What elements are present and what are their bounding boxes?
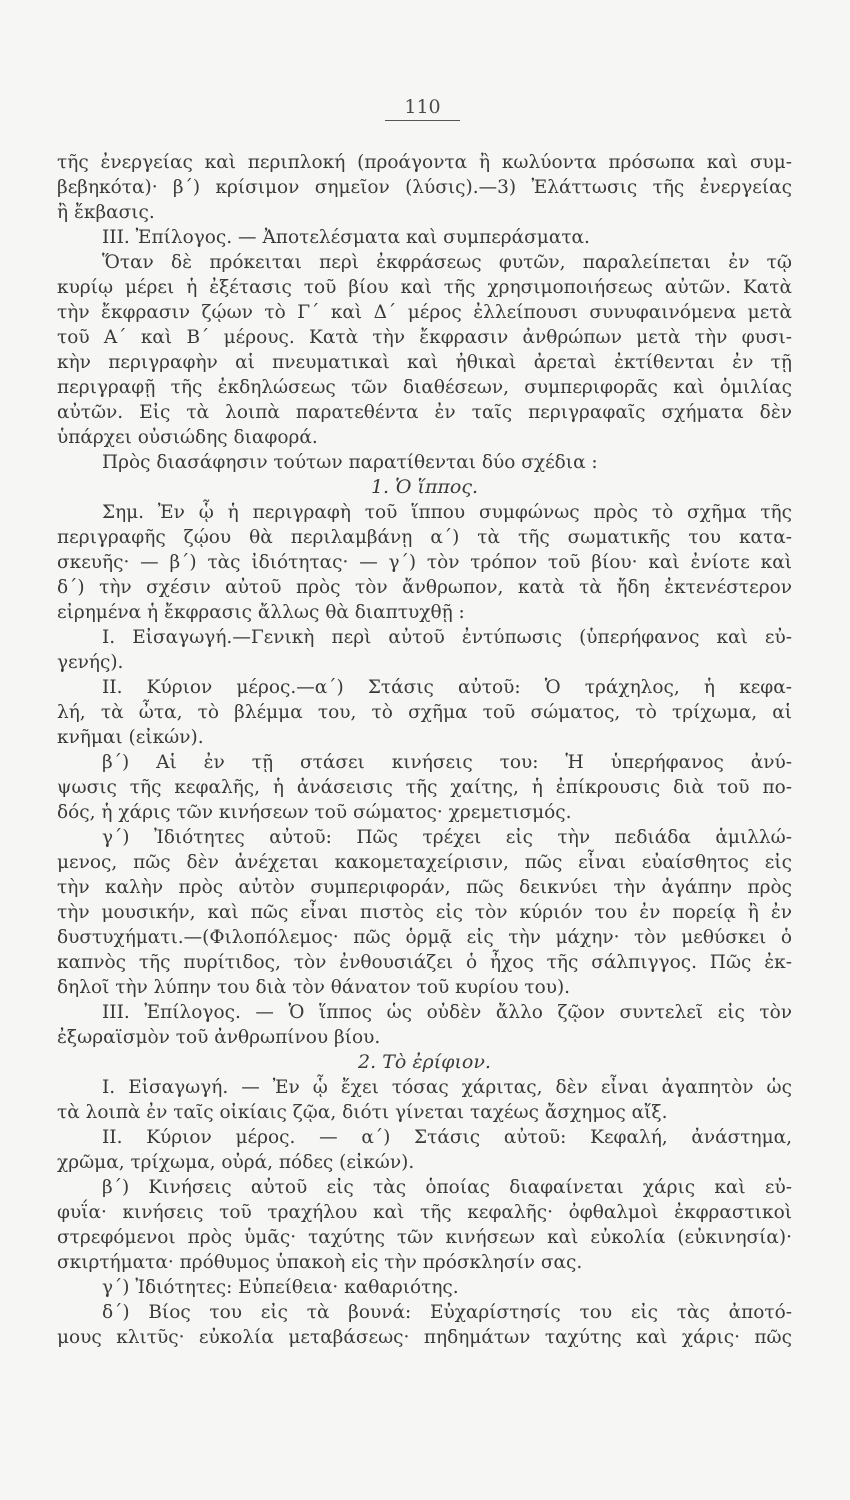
text-line: δηλοῖ τὴν λύπην του διὰ τὸν θάνατον τοῦ κυρίου του). (57, 977, 571, 998)
text-line: δός, ἡ χάρις τῶν κινήσεων τοῦ σώματος· χρεμετισμός. (57, 802, 572, 823)
text-line: γ΄) Ἰδιότητες αὐτοῦ: Πῶς τρέχει εἰς τὴν πεδιάδα ἁμιλλώ- (102, 827, 792, 848)
text-line: III. Ἐπίλογος. — Ἀποτελέσματα καὶ συμπεράσματα. (102, 227, 590, 248)
text-line: δ΄) Βίος του εἰς τὰ βουνά: Εὐχαρίστησίς του εἰς τὰς ἀποτό- (102, 1302, 792, 1323)
text-line: τῆς ἐνεργείας καὶ περιπλοκή (προάγοντα ἢ κωλύοντα πρόσωπα καὶ συμ- (57, 152, 792, 173)
text-line: φυΐα· κινήσεις τοῦ τραχήλου καὶ τῆς κεφαλῆς· ὀφθαλμοὶ ἐκφραστικοὶ (57, 1202, 792, 1223)
text-line: μενος, πῶς δὲν ἀνέχεται κακομεταχείρισιν, πῶς εἶναι εὐαίσθητος εἰς (57, 852, 792, 873)
text-line: Ὅταν δὲ πρόκειται περὶ ἐκφράσεως φυτῶν, παραλείπεται ἐν τῷ (102, 252, 792, 273)
text-line: περιγραφῆς ζῴου θὰ περιλαμβάνῃ α΄) τὰ τῆς σωματικῆς του κατα- (57, 527, 792, 548)
text-line: II. Κύριον μέρος. — α΄) Στάσις αὐτοῦ: Κεφαλή, ἀνάστημα, (102, 1127, 792, 1148)
text-line: ὑπάρχει οὐσιώδης διαφορά. (57, 427, 318, 448)
text-line: τὴν ἔκφρασιν ζῴων τὸ Γ΄ καὶ Δ΄ μέρος ἐλλείπουσι συνυφαινόμενα μετὰ (57, 302, 792, 323)
text-line: σκευῆς· — β΄) τὰς ἰδιότητας· — γ΄) τὸν τρόπον τοῦ βίου· καὶ ἐνίοτε καὶ (57, 552, 792, 573)
text-line: καπνὸς τῆς πυρίτιδος, τὸν ἐνθουσιάζει ὁ ἦχος τῆς σάλπιγγος. Πῶς ἐκ- (57, 952, 792, 973)
text-line: σκιρτήματα· πρόθυμος ὑπακοὴ εἰς τὴν πρόσκλησίν σας. (57, 1252, 583, 1273)
text-line: III. Ἐπίλογος. — Ὁ ἵππος ὡς οὐδὲν ἄλλο ζῷον συντελεῖ εἰς τὸν (102, 1002, 792, 1023)
text-line: δ΄) τὴν σχέσιν αὐτοῦ πρὸς τὸν ἄνθρωπον, κατὰ τὰ ἤδη ἐκτενέστερον (57, 577, 792, 598)
text-line: τὴν μουσικήν, καὶ πῶς εἶναι πιστὸς εἰς τὸν κύριόν του ἐν πορείᾳ ἢ ἐν (57, 902, 792, 923)
page-number: 110 (385, 96, 460, 121)
text-line: τὴν καλὴν πρὸς αὐτὸν συμπεριφοράν, πῶς δεικνύει τὴν ἀγάπην πρὸς (57, 877, 792, 898)
text-line: β΄) Κινήσεις αὐτοῦ εἰς τὰς ὁποίας διαφαίνεται χάρις καὶ εὐ- (102, 1177, 792, 1198)
text-line: λή, τὰ ὦτα, τὸ βλέμμα του, τὸ σχῆμα τοῦ σώματος, τὸ τρίχωμα, αἱ (57, 702, 792, 723)
text-line: ψωσις τῆς κεφαλῆς, ἡ ἀνάσεισις τῆς χαίτης, ἡ ἐπίκρουσις διὰ τοῦ πο- (57, 777, 792, 798)
body-text (57, 150, 792, 1350)
text-line: περιγραφῇ τῆς ἐκδηλώσεως τῶν διαθέσεων, συμπεριφορᾶς καὶ ὁμιλίας (57, 377, 792, 398)
text-line: χρῶμα, τρίχωμα, οὐρά, πόδες (εἰκών). (57, 1152, 415, 1173)
text-line: I. Εἰσαγωγή.—Γενικὴ περὶ αὐτοῦ ἐντύπωσις (ὑπερήφανος καὶ εὐ- (102, 627, 792, 648)
text-line: στρεφόμενοι πρὸς ὑμᾶς· ταχύτης τῶν κινήσεων καὶ εὐκολία (εὐκινησία)· (57, 1227, 792, 1248)
text-line: ἐξωραϊσμὸν τοῦ ἀνθρωπίνου βίου. (57, 1027, 381, 1048)
text-line: Σημ. Ἐν ᾧ ἡ περιγραφὴ τοῦ ἵππου συμφώνως πρὸς τὸ σχῆμα τῆς (102, 502, 792, 523)
text-line: τοῦ Α΄ καὶ Β΄ μέρους. Κατὰ τὴν ἔκφρασιν ἀνθρώπων μετὰ τὴν φυσι- (57, 327, 792, 348)
text-line: II. Κύριον μέρος.—α΄) Στάσις αὐτοῦ: Ὁ τράχηλος, ἡ κεφα- (102, 677, 792, 698)
text-line: ἢ ἔκβασις. (57, 202, 155, 223)
section-heading: 1. Ὁ ἵππος. (370, 476, 479, 498)
text-line: I. Εἰσαγωγή. — Ἐν ᾧ ἔχει τόσας χάριτας, δὲν εἶναι ἀγαπητὸν ὡς (102, 1077, 792, 1098)
text-line: β΄) Αἱ ἐν τῇ στάσει κινήσεις του: Ἡ ὑπερήφανος ἀνύ- (102, 752, 792, 773)
text-line: τὰ λοιπὰ ἐν ταῖς οἰκίαις ζῷα, διότι γίνεται ταχέως ἄσχημος αἴξ. (57, 1102, 668, 1123)
section-heading: 2. Τὸ ἐρίφιον. (358, 1051, 491, 1073)
text-line: κὴν περιγραφὴν αἱ πνευματικαὶ καὶ ἠθικαὶ ἀρεταὶ ἐκτίθενται ἐν τῇ (57, 352, 792, 373)
text-line: κνῆμαι (εἰκών). (57, 727, 204, 748)
text-line: κυρίῳ μέρει ἡ ἐξέτασις τοῦ βίου καὶ τῆς χρησιμοποιήσεως αὐτῶν. Κατὰ (57, 277, 792, 298)
text-line: εἰρημένα ἡ ἔκφρασις ἄλλως θὰ διαπτυχθῇ : (57, 602, 465, 623)
text-line: γ΄) Ἰδιότητες: Εὐπείθεια· καθαριότης. (102, 1277, 459, 1298)
text-line: δυστυχήματι.—(Φιλοπόλεμος· πῶς ὁρμᾷ εἰς τὴν μάχην· τὸν μεθύσκει ὁ (57, 927, 792, 948)
text-line: αὐτῶν. Εἰς τὰ λοιπὰ παρατεθέντα ἐν ταῖς περιγραφαῖς σχήματα δὲν (57, 402, 792, 423)
text-line: γενής). (57, 652, 124, 673)
text-line: μους κλιτῦς· εὐκολία μεταβάσεως· πηδημάτων ταχύτης καὶ χάρις· πῶς (57, 1327, 792, 1348)
text-line: βεβηκότα)· β΄) κρίσιμον σημεῖον (λύσις).—3) Ἐλάττωσις τῆς ἐνεργείας (57, 177, 792, 198)
text-line: Πρὸς διασάφησιν τούτων παρατίθενται δύο σχέδια : (102, 452, 598, 473)
